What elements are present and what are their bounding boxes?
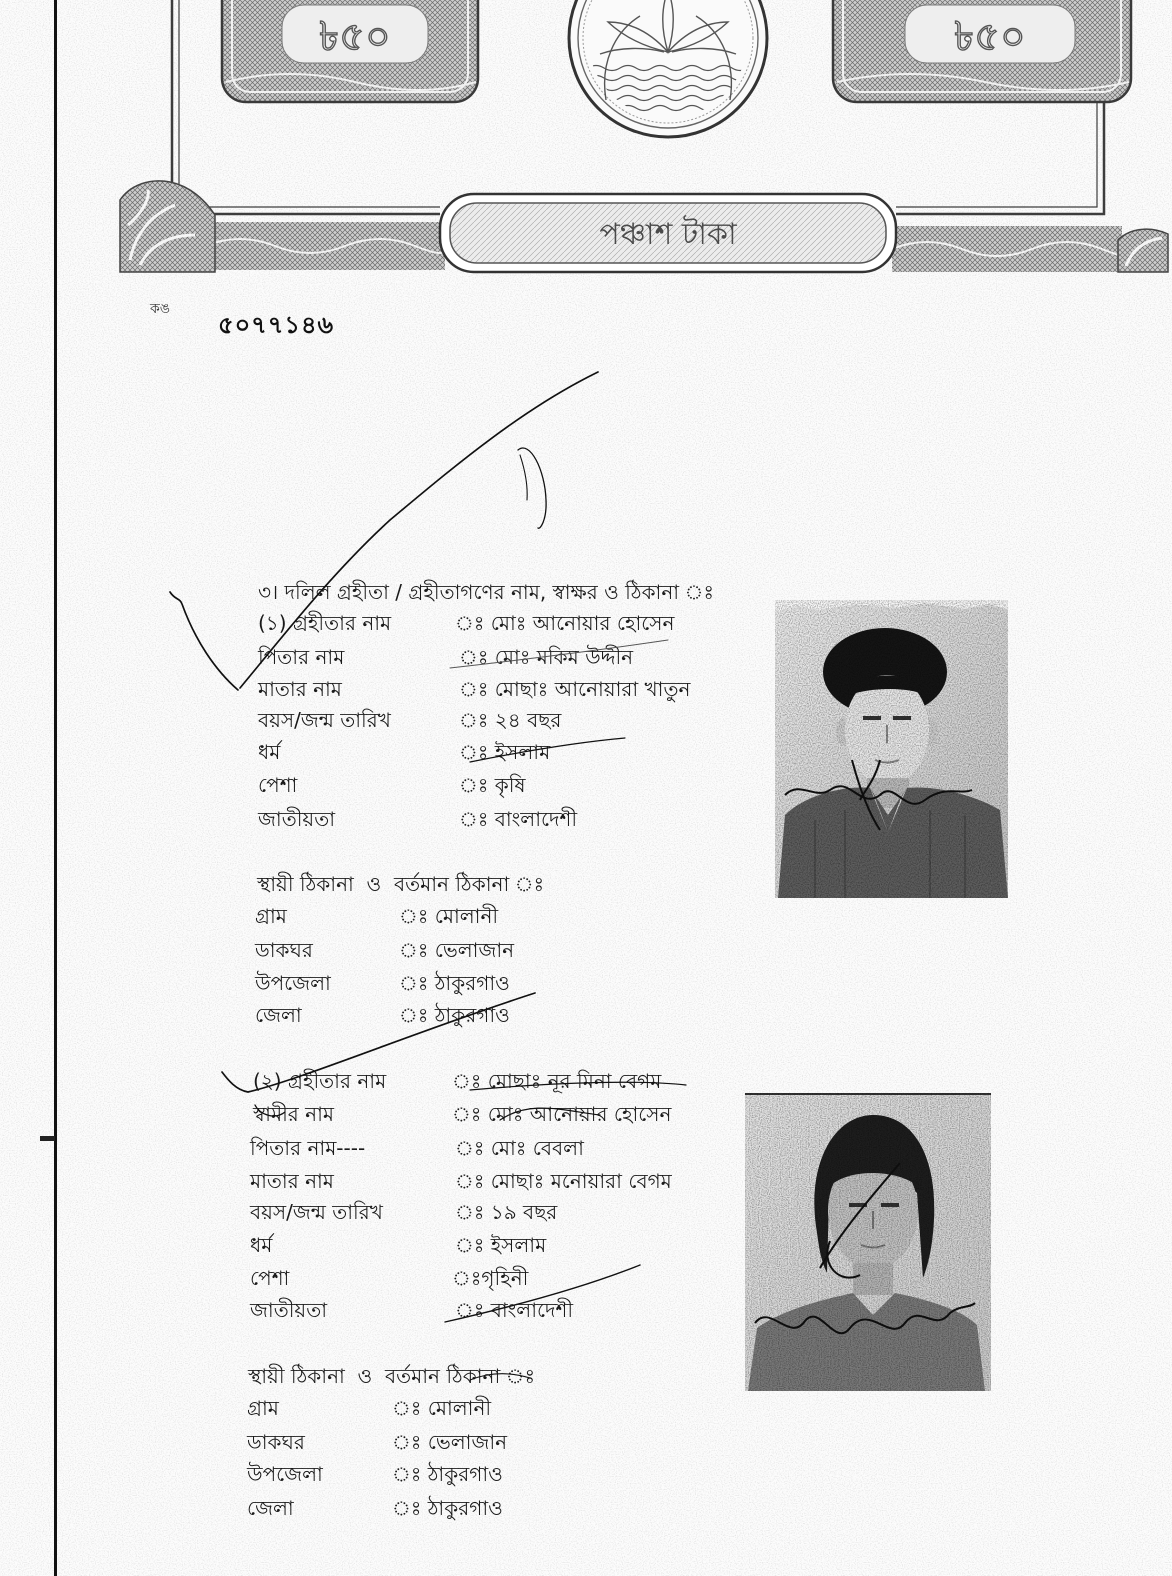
grantee-2-post-office-label: ডাকঘর xyxy=(247,1430,305,1454)
grantee-1-address-heading: স্থায়ী ঠিকানা ও বর্তমান ঠিকানা ঃ xyxy=(257,872,545,896)
seal-emblem xyxy=(569,0,767,137)
grantee-1-mother-name-value: ঃ মোছাঃ আনোয়ারা খাতুন xyxy=(459,677,691,701)
grantee-1-post-office-label: ডাকঘর xyxy=(255,938,313,962)
grantee-2-upazila-value: ঃ ঠাকুরগাও xyxy=(392,1462,503,1486)
grantee-2-nationality-value: ঃ বাংলাদেশী xyxy=(455,1298,574,1322)
grantee-2-religion-value: ঃ ইসলাম xyxy=(455,1233,547,1257)
grantee-2-mother-name-label: মাতার নাম xyxy=(250,1169,334,1193)
grantee-1-nationality-value: ঃ বাংলাদেশী xyxy=(459,807,578,831)
grantee-2-name-label: (২) গ্রহীতার নাম xyxy=(253,1069,387,1093)
grantee-2-village-label: গ্রাম xyxy=(247,1396,279,1420)
grantee-1-occupation-value: ঃ কৃষি xyxy=(459,773,526,797)
grantee-2-address-heading: স্থায়ী ঠিকানা ও বর্তমান ঠিকানা ঃ xyxy=(248,1364,536,1388)
grantee-1-nationality-label: জাতীয়তা xyxy=(258,807,336,831)
grantee-2-occupation-label: পেশা xyxy=(250,1266,290,1290)
grantee-1-upazila-value: ঃ ঠাকুরগাও xyxy=(399,971,510,995)
grantee-2-upazila-label: উপজেলা xyxy=(247,1462,323,1486)
grantee-1-father-name-value: ঃ মোঃ মকিম উদ্দীন xyxy=(459,645,634,669)
grantee-2-district-value: ঃ ঠাকুরগাও xyxy=(392,1496,503,1520)
grantee-1-photo xyxy=(775,600,1008,898)
signature-stroke xyxy=(520,455,527,500)
grantee-2-husband-name-value: ঃ মোঃ আনোয়ার হোসেন xyxy=(452,1102,672,1126)
denomination-left: ৳৫০ xyxy=(319,14,391,60)
denomination-box-right xyxy=(833,0,1131,102)
grantee-1-district-value: ঃ ঠাকুরগাও xyxy=(399,1003,510,1027)
grantee-2-religion-label: ধর্ম xyxy=(250,1233,273,1257)
grantee-2-age-label: বয়স/জন্ম তারিখ xyxy=(250,1200,383,1224)
grantee-1-religion-value: ঃ ইসলাম xyxy=(459,740,551,764)
grantee-1-name-value: ঃ মোঃ আনোয়ার হোসেন xyxy=(455,611,675,635)
grantee-1-village-label: গ্রাম xyxy=(255,904,287,928)
grantee-2-photo xyxy=(745,1093,991,1391)
grantee-2-district-label: জেলা xyxy=(247,1496,294,1520)
ornament-body xyxy=(120,181,215,272)
grantee-1-upazila-label: উপজেলা xyxy=(255,971,331,995)
grantee-2-nationality-label: জাতীয়তা xyxy=(250,1298,328,1322)
photo-grain xyxy=(775,600,1008,898)
signature-stroke xyxy=(170,592,238,690)
grantee-1-mother-name-label: মাতার নাম xyxy=(258,677,342,701)
grantee-2-occupation-value: ঃগৃহিনী xyxy=(452,1266,529,1290)
grantee-1-occupation-label: পেশা xyxy=(258,773,298,797)
grantee-1-signature xyxy=(170,372,668,762)
frame-line-right-inner xyxy=(896,96,1097,207)
photo-grain xyxy=(745,1093,991,1391)
serial-prefix: কঙ xyxy=(150,301,171,317)
stamp-border xyxy=(0,0,1172,285)
frame-line-right xyxy=(896,96,1104,214)
grantee-2-age-value: ঃ ১৯ বছর xyxy=(455,1200,558,1224)
corner-ornament-right xyxy=(1118,229,1168,272)
grantee-1-name-label: (১) গ্রহীতার নাম xyxy=(258,611,392,635)
value-in-words: পঞ্চাশ টাকা xyxy=(599,217,737,252)
grantee-1-village-value: ঃ মোলানী xyxy=(399,904,499,928)
grantee-2-post-office-value: ঃ ভেলাজান xyxy=(392,1430,508,1454)
value-banner xyxy=(440,194,896,272)
grantee-2-mother-name-value: ঃ মোছাঃ মনোয়ারা বেগম xyxy=(455,1169,672,1193)
grantee-2-father-name-label: পিতার নাম---- xyxy=(250,1136,366,1160)
serial-number: ৫০৭৭১৪৬ xyxy=(218,311,335,339)
denomination-right: ৳৫০ xyxy=(954,14,1026,60)
band-left xyxy=(205,222,445,270)
grantee-2-father-name-value: ঃ মোঃ বেবলা xyxy=(455,1136,584,1160)
grantee-1-age-value: ঃ ২৪ বছর xyxy=(459,708,562,732)
grantee-1-religion-label: ধর্ম xyxy=(258,740,281,764)
grantee-2-husband-name-label: স্বামীর নাম xyxy=(253,1102,335,1126)
signature-stroke xyxy=(518,448,546,528)
signature-stroke xyxy=(240,372,598,688)
band-right xyxy=(892,226,1122,272)
corner-ornament-left xyxy=(120,181,215,272)
denomination-box-left xyxy=(222,0,478,102)
section-heading: ৩। দলিল গ্রহীতা / গ্রহীতাগণের নাম, স্বাক্ষর ও ঠিকানা ঃ xyxy=(258,580,715,604)
grantee-1-district-label: জেলা xyxy=(255,1003,302,1027)
grantee-1-father-name-label: পিতার নাম xyxy=(258,645,345,669)
scan-mark xyxy=(40,1136,55,1141)
grantee-1-post-office-value: ঃ ভেলাজান xyxy=(399,938,515,962)
grantee-1-age-label: বয়স/জন্ম তারিখ xyxy=(258,708,391,732)
grantee-2-name-value: ঃ মোছাঃ নূর মিনা বেগম xyxy=(452,1069,662,1093)
grantee-2-village-value: ঃ মোলানী xyxy=(392,1396,492,1420)
